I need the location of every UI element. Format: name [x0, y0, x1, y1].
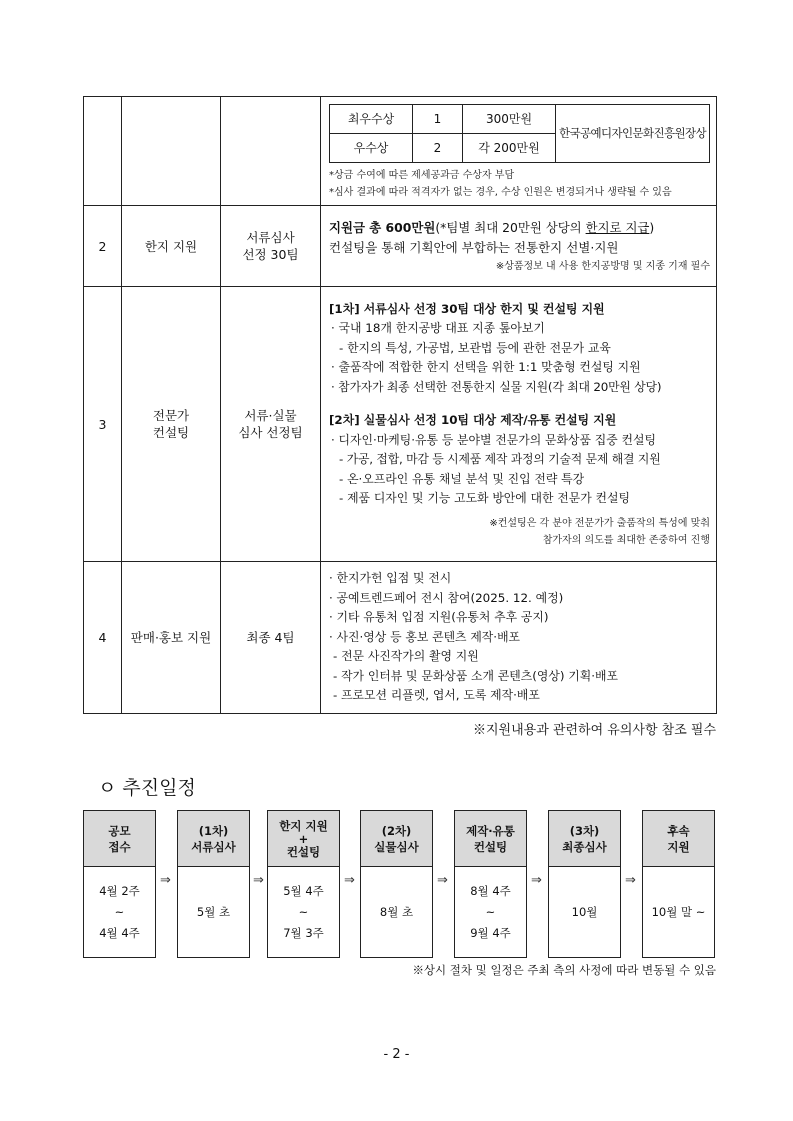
award-sponsor: 한국공예디자인문화진흥원장상: [556, 104, 710, 162]
spacer: [329, 397, 710, 411]
step-date-line: ~: [114, 904, 125, 919]
row-content: [321, 206, 717, 287]
promo-item: · 사진·영상 등 홍보 콘텐츠 제작·배포: [329, 629, 521, 644]
step-date-line: 4월 2주: [99, 883, 140, 898]
row-target: [221, 287, 321, 562]
consulting-note: 참가자의 의도를 최대한 존중하여 진행: [542, 534, 710, 546]
consulting-note: ※컨설팅은 각 분야 전문가가 출품작의 특성에 맞춰: [489, 517, 710, 529]
step-head-line: +: [298, 831, 309, 846]
step-date-line: ~: [485, 904, 496, 919]
cell-award-content: [321, 97, 717, 206]
block2-item: · 디자인·마케팅·유통 등 분야별 전문가의 문화상품 집중 컨설팅: [331, 432, 656, 447]
arrow-icon: ⇒: [531, 873, 542, 888]
block1-item: · 출품작에 적합한 한지 선택을 위한 1:1 맞춤형 컨설팅 지원: [331, 360, 641, 374]
step-date-line: 4월 4주: [99, 925, 140, 940]
promo-item: · 한지가헌 입점 및 전시: [329, 571, 452, 586]
table-row-promotion: [84, 562, 717, 714]
schedule-step-head: [177, 810, 250, 867]
promo-item: · 공예트렌드페어 전시 참여(2025. 12. 예정): [329, 590, 564, 605]
table-footnote: ※지원내용과 관련하여 유의사항 참조 필수: [472, 723, 716, 738]
name-line: 전문가: [152, 408, 190, 423]
target-line: 서류심사: [246, 230, 295, 245]
name-line: 컨설팅: [152, 425, 190, 440]
award-note-tax: *상금 수여에 따른 제세공과금 수상자 부담: [329, 169, 515, 181]
promo-item: - 프로모션 리플렛, 엽서, 도록 제작·배포: [333, 688, 540, 703]
promo-item: · 기타 유통처 입점 지원(유통처 추후 공지): [329, 610, 549, 625]
block1-item: · 국내 18개 한지공방 대표 지종 톺아보기: [331, 321, 545, 335]
block2-item: - 가공, 접합, 마감 등 시제품 제작 과정의 기술적 문제 해결 지원: [339, 452, 661, 466]
step-date-line: ~: [298, 904, 309, 919]
arrow-icon: ⇒: [253, 873, 264, 888]
step-head-line: 지원: [667, 839, 690, 854]
award-prize: 300만원: [463, 104, 556, 133]
schedule-step-date: [360, 866, 433, 958]
block1-title: [1차] 서류심사 선정 30팀 대상 한지 및 컨설팅 지원: [329, 301, 605, 316]
step-date-line: 8월 4주: [470, 883, 511, 898]
schedule-step-head: [642, 810, 715, 867]
schedule-step-date: [83, 866, 156, 958]
step-date-line: 8월 초: [379, 904, 414, 919]
award-note-change: *심사 결과에 따라 적격자가 없는 경우, 수상 인원은 변경되거나 생략될 수 있음: [329, 186, 672, 198]
row-target: [221, 206, 321, 287]
table-row-consulting: [84, 287, 717, 562]
grant-amount: 지원금 총 600만원: [329, 219, 436, 235]
table-row-award: [84, 97, 717, 206]
step-head-line: 접수: [108, 839, 131, 854]
step-head-line: 공모: [108, 823, 131, 838]
row-program-name: 한지 지원: [122, 206, 221, 287]
target-line: 서류·실물: [244, 408, 297, 423]
arrow-icon: ⇒: [437, 873, 448, 888]
grant-line: [329, 218, 710, 238]
award-count: 2: [413, 133, 463, 162]
cell-empty-name: [122, 97, 221, 206]
arrow-icon: ⇒: [625, 873, 636, 888]
table-row-hanji: [84, 206, 717, 287]
grant-consulting-line: 컨설팅을 통해 기획안에 부합하는 전통한지 선별·지원: [329, 239, 619, 255]
grant-note: ※상품정보 내 사용 한지공방명 및 지종 기재 필수: [495, 260, 710, 272]
schedule-step-head: [83, 810, 156, 867]
block1-item: · 참가자가 최종 선택한 전통한지 실물 지원(각 최대 20만원 상당): [331, 379, 662, 394]
step-head-line: 컨설팅: [473, 839, 508, 854]
award-rank: 우수상: [330, 133, 413, 162]
row-content: [321, 287, 717, 562]
schedule-step-date: [548, 866, 621, 958]
block1-item: - 한지의 특성, 가공법, 보관법 등에 관한 전문가 교육: [339, 340, 611, 355]
support-table: [83, 96, 717, 714]
award-count: 1: [413, 104, 463, 133]
step-head-line: 실물심사: [374, 839, 419, 854]
schedule-step-date: [267, 866, 340, 958]
block2-item: - 온·오프라인 유통 채널 분석 및 진입 전략 특강: [339, 471, 585, 486]
row-program-name: [122, 287, 221, 562]
step-date-line: 7월 3주: [283, 925, 324, 940]
step-date-line: 5월 초: [196, 904, 231, 919]
step-head-line: 제작·유통: [466, 823, 515, 838]
step-head-line: (3차): [569, 823, 600, 838]
grant-hanji-payment: 한지로 지급: [585, 219, 650, 235]
schedule-step-head: [267, 810, 340, 867]
step-head-line: 서류심사: [191, 839, 236, 854]
schedule-title: ㅇ 추진일정: [98, 777, 196, 799]
row-program-name: 판매·홍보 지원: [122, 562, 221, 714]
grant-paren: ): [649, 219, 655, 235]
cell-empty-target: [221, 97, 321, 206]
cell-empty-num: [84, 97, 122, 206]
block2-title: [2차] 실물심사 선정 10팀 대상 제작/유통 컨설팅 지원: [329, 413, 617, 427]
target-line: 심사 선정팀: [238, 425, 303, 440]
step-head-line: 후속: [667, 823, 690, 838]
row-number: 4: [84, 562, 122, 714]
award-table: [329, 104, 710, 163]
row-content: [321, 562, 717, 714]
schedule-step-date: [454, 866, 527, 958]
step-head-line: 최종심사: [562, 839, 607, 854]
schedule-step-date: [642, 866, 715, 958]
promo-item: - 작가 인터뷰 및 문화상품 소개 콘텐츠(영상) 기획·배포: [333, 668, 619, 683]
target-line: 선정 30팀: [242, 247, 299, 262]
schedule-step-head: [454, 810, 527, 867]
block2-item: - 제품 디자인 및 기능 고도화 방안에 대한 전문가 컨설팅: [339, 491, 631, 505]
step-head-line: (1차): [198, 823, 229, 838]
grant-detail: (*팀별 최대 20만원 상당의: [435, 219, 586, 235]
schedule-step-head: [548, 810, 621, 867]
row-number: 3: [84, 287, 122, 562]
step-date-line: 5월 4주: [283, 883, 324, 898]
step-date-line: 10월 말 ~: [651, 904, 706, 919]
award-prize: 각 200만원: [463, 133, 556, 162]
schedule-step-head: [360, 810, 433, 867]
arrow-icon: ⇒: [344, 873, 355, 888]
award-rank: 최우수상: [330, 104, 413, 133]
arrow-icon: ⇒: [160, 873, 171, 888]
award-row: [330, 104, 710, 133]
row-target: 최종 4팀: [221, 562, 321, 714]
step-head-line: 한지 지원: [279, 818, 328, 833]
schedule-footnote: ※상시 절차 및 일정은 주최 측의 사정에 따라 변동될 수 있음: [412, 963, 716, 977]
step-date-line: 10월: [571, 904, 598, 919]
schedule-step-date: [177, 866, 250, 958]
page-number: - 2 -: [383, 1047, 410, 1062]
step-head-line: (2차): [381, 823, 412, 838]
step-head-line: 컨설팅: [286, 844, 321, 859]
step-date-line: 9월 4주: [470, 925, 511, 940]
promo-item: - 전문 사진작가의 촬영 지원: [333, 649, 479, 664]
row-number: 2: [84, 206, 122, 287]
